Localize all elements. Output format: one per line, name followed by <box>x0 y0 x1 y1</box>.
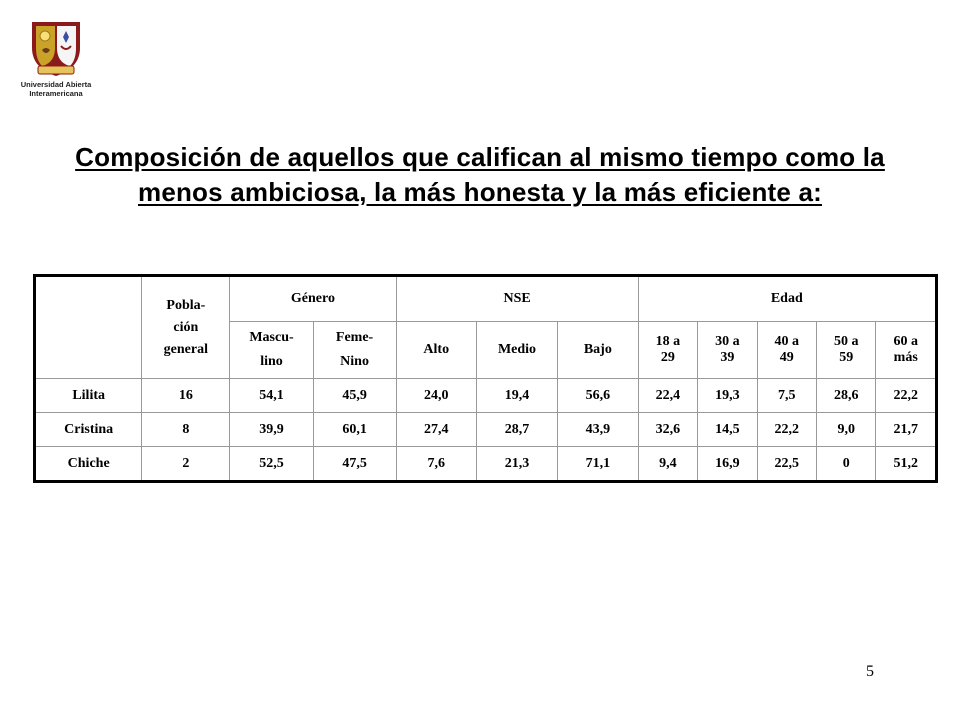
cell-value: 52,5 <box>230 447 313 482</box>
header-poblacion-l2: ción <box>173 319 199 335</box>
header-edad-18-29 <box>638 322 697 379</box>
header-masculino-l1: Mascu- <box>249 330 294 345</box>
header-alto: Alto <box>396 322 476 379</box>
cell-value: 24,0 <box>396 379 476 413</box>
cell-value: 56,6 <box>558 379 639 413</box>
header-masculino <box>230 322 313 379</box>
row-label: Lilita <box>35 379 142 413</box>
table-header-row-1 <box>35 276 937 322</box>
header-edad-18-29-l2: 29 <box>660 350 675 365</box>
cell-value: 54,1 <box>230 379 313 413</box>
header-masculino-l2: lino <box>260 354 283 369</box>
cell-value: 22,2 <box>876 379 937 413</box>
header-edad-18-29-l1: 18 a <box>655 334 681 349</box>
header-nse: NSE <box>396 276 638 322</box>
cell-value: 19,4 <box>476 379 557 413</box>
cell-value: 39,9 <box>230 413 313 447</box>
header-poblacion <box>142 276 230 379</box>
cell-value: 7,6 <box>396 447 476 482</box>
row-label: Cristina <box>35 413 142 447</box>
cell-value: 28,7 <box>476 413 557 447</box>
header-edad-40-49-l2: 49 <box>779 350 794 365</box>
cell-value: 51,2 <box>876 447 937 482</box>
logo-line-1: Universidad Abierta <box>20 80 92 89</box>
header-bajo: Bajo <box>558 322 639 379</box>
header-edad-60-mas-l2: más <box>893 350 918 365</box>
university-logo <box>20 18 92 98</box>
header-poblacion-l1: Pobla- <box>166 297 206 313</box>
table-row <box>35 447 937 482</box>
cell-value: 28,6 <box>817 379 876 413</box>
cell-value: 16,9 <box>698 447 757 482</box>
cell-value: 60,1 <box>313 413 396 447</box>
header-edad-60-mas-l1: 60 a <box>893 334 918 349</box>
cell-value: 22,4 <box>638 379 697 413</box>
cell-value: 14,5 <box>698 413 757 447</box>
header-edad-30-39-l1: 30 a <box>715 334 740 349</box>
table-row <box>35 379 937 413</box>
cell-value: 43,9 <box>558 413 639 447</box>
header-femenino <box>313 322 396 379</box>
cell-value: 32,6 <box>638 413 697 447</box>
cell-value: 47,5 <box>313 447 396 482</box>
cell-value: 27,4 <box>396 413 476 447</box>
header-poblacion-l3: general <box>163 341 208 357</box>
header-edad-50-59-l2: 59 <box>839 350 854 365</box>
cell-value: 0 <box>817 447 876 482</box>
cell-value: 7,5 <box>757 379 816 413</box>
cell-value: 45,9 <box>313 379 396 413</box>
header-femenino-l1: Feme- <box>335 330 374 345</box>
row-label: Chiche <box>35 447 142 482</box>
cell-value: 8 <box>142 413 230 447</box>
cell-value: 21,3 <box>476 447 557 482</box>
header-genero: Género <box>230 276 396 322</box>
page-title: Composición de aquellos que califican al mismo tiempo como la menos ambiciosa, la más honesta y la más eficiente a: <box>75 142 885 207</box>
cell-value: 16 <box>142 379 230 413</box>
cell-value: 21,7 <box>876 413 937 447</box>
cell-value: 22,5 <box>757 447 816 482</box>
cell-value: 19,3 <box>698 379 757 413</box>
header-femenino-l2: Nino <box>340 354 369 369</box>
header-edad-50-59-l1: 50 a <box>834 334 859 349</box>
header-edad-30-39 <box>698 322 757 379</box>
header-edad-60-mas <box>876 322 937 379</box>
cell-value: 2 <box>142 447 230 482</box>
corner-cell <box>35 276 142 379</box>
table-row <box>35 413 937 447</box>
cell-value: 9,0 <box>817 413 876 447</box>
data-table <box>33 274 938 483</box>
cell-value: 9,4 <box>638 447 697 482</box>
header-edad: Edad <box>638 276 936 322</box>
header-edad-30-39-l2: 39 <box>720 350 735 365</box>
header-edad-40-49 <box>757 322 816 379</box>
university-shield-icon <box>28 18 84 80</box>
header-edad-40-49-l1: 40 a <box>774 334 800 349</box>
header-medio: Medio <box>476 322 557 379</box>
page-number: 5 <box>866 663 874 680</box>
logo-line-2: Interamericana <box>29 89 83 98</box>
cell-value: 71,1 <box>558 447 639 482</box>
header-edad-50-59 <box>817 322 876 379</box>
cell-value: 22,2 <box>757 413 816 447</box>
